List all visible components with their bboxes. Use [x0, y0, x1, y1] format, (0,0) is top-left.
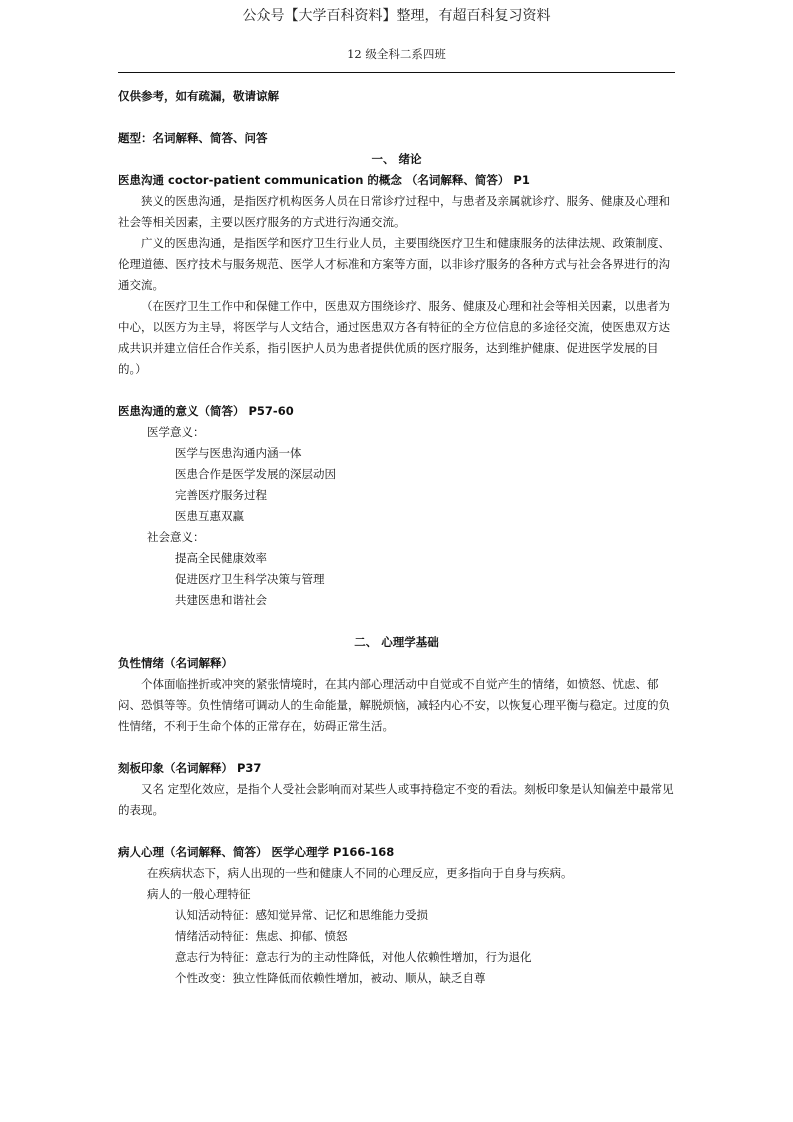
paragraph-stereotype: 又名 定型化效应，是指个人受社会影响而对某些人或事持稳定不变的看法。刻板印象是认知偏差中最常见的表现。	[118, 782, 674, 817]
list-item: 认知活动特征：感知觉异常、记忆和思维能力受损	[175, 908, 428, 922]
section-heading-psychology: 二、 心理学基础	[354, 635, 439, 649]
paragraph-negative-emotion: 个体面临挫折或冲突的紧张情境时，在其内部心理活动中自觉或不自觉产生的情绪，如愤怒、忧虑、郁闷、恐惧等等。负性情绪可调动人的生命能量，解脱烦恼，减轻内心不安，以恢复心理平衡与稳定。过度的负性情绪，不利于生命个体的正常存在，妨碍正常生活。	[118, 677, 670, 733]
spacer	[118, 821, 675, 842]
list-item: 促进医疗卫生科学决策与管理	[175, 572, 325, 586]
paragraph-summary-definition: （在医疗卫生工作中和保健工作中，医患双方围绕诊疗、服务、健康及心理和社会等相关因素，以患者为中心，以医方为主导，将医学与人文结合，通过医患双方各有特征的全方位信息的多途径交流，使医患双方达成共识并建立信任合作关系，指引医护人员为患者提供优质的医疗服务，达到维护健康、促进医学发展的目的。）	[118, 299, 670, 376]
list-item: 医学与医患沟通内涵一体	[175, 446, 302, 460]
list-item: 情绪活动特征：焦虑、抑郁、愤怒	[175, 929, 348, 943]
group-label-medical: 医学意义：	[147, 425, 205, 439]
list-item: 提高全民健康效率	[175, 551, 267, 565]
paragraph-narrow-definition: 狭义的医患沟通，是指医疗机构医务人员在日常诊疗过程中，与患者及亲属就诊疗、服务、健康及心理和社会等相关因素，主要以医疗服务的方式进行沟通交流。	[118, 194, 670, 229]
topic-title-significance: 医患沟通的意义（简答） P57-60	[118, 404, 294, 418]
list-item: 医患互惠双赢	[175, 509, 244, 523]
list-item: 个性改变：独立性降低而依赖性增加，被动、顺从，缺乏自尊	[175, 971, 486, 985]
topic-title-negative-emotion: 负性情绪（名词解释）	[118, 656, 233, 670]
class-label: 12 级全科二系四班	[347, 47, 446, 61]
spacer	[118, 611, 675, 632]
list-item: 完善医疗服务过程	[175, 488, 267, 502]
spacer	[118, 107, 675, 128]
source-banner: 公众号【大学百科资料】整理，有超百科复习资料	[242, 8, 551, 24]
topic-title-stereotype: 刻板印象（名词解释） P37	[118, 761, 262, 775]
paragraph-patient-psychology-intro: 在疾病状态下，病人出现的一些和健康人不同的心理反应，更多指向于自身与疾病。	[147, 866, 573, 880]
topic-title-patient-psychology: 病人心理（名词解释、简答） 医学心理学 P166-168	[118, 845, 395, 859]
document-body	[118, 86, 675, 989]
spacer	[118, 737, 675, 758]
group-label-social: 社会意义：	[147, 530, 205, 544]
header-divider	[118, 72, 675, 73]
paragraph-broad-definition: 广义的医患沟通，是指医学和医疗卫生行业人员，主要围绕医疗卫生和健康服务的法律法规、政策制度、伦理道德、医疗技术与服务规范、医学人才标准和方案等方面，以非诊疗服务的各种方式与社会各界进行的沟通交流。	[118, 236, 670, 292]
section-heading-intro: 一、 绪论	[371, 152, 422, 166]
list-item: 共建医患和谐社会	[175, 593, 267, 607]
question-types: 题型：名词解释、简答、问答	[118, 131, 268, 145]
list-item: 意志行为特征：意志行为的主动性降低，对他人依赖性增加，行为退化	[175, 950, 532, 964]
spacer	[118, 380, 675, 401]
group-label-general-traits: 病人的一般心理特征	[147, 887, 251, 901]
disclaimer: 仅供参考，如有疏漏，敬请谅解	[118, 89, 279, 103]
list-item: 医患合作是医学发展的深层动因	[175, 467, 336, 481]
topic-title-doctor-patient-communication: 医患沟通 coctor-patient communication 的概念 （名词解释、简答） P1	[118, 173, 530, 187]
